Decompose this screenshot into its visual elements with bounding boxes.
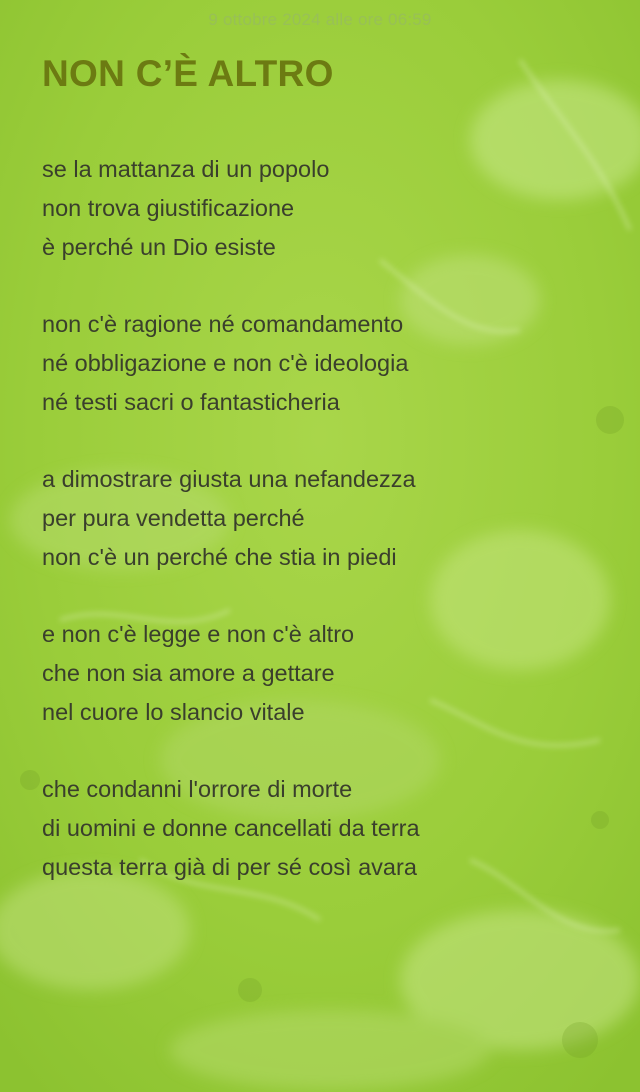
note-body[interactable]: [42, 150, 622, 925]
poem-line: è perché un Dio esiste: [42, 234, 276, 260]
poem-line: né testi sacri o fantasticheria: [42, 389, 340, 415]
note-title[interactable]: NON C’È ALTRO: [42, 53, 334, 94]
poem-line: non trova giustificazione: [42, 195, 295, 221]
poem-line: che condanni l'orrore di morte: [42, 776, 353, 802]
poem-line: per pura vendetta perché: [42, 505, 305, 531]
poem-line: non c'è ragione né comandamento: [42, 311, 404, 337]
poem-line: non c'è un perché che stia in piedi: [42, 544, 397, 570]
poem-line: se la mattanza di un popolo: [42, 156, 330, 182]
poem-line: che non sia amore a gettare: [42, 660, 335, 686]
poem-line: né obbligazione e non c'è ideologia: [42, 350, 409, 376]
stanza: [42, 615, 622, 732]
poem-line: questa terra già di per sé così avara: [42, 854, 417, 880]
stanza: [42, 150, 622, 267]
poem-line: di uomini e donne cancellati da terra: [42, 815, 420, 841]
poem-line: a dimostrare giusta una nefandezza: [42, 466, 416, 492]
note-timestamp: 9 ottobre 2024 alle ore 06:59: [208, 10, 432, 29]
stanza: [42, 305, 622, 422]
poem-line: e non c'è legge e non c'è altro: [42, 621, 355, 647]
poem-line: nel cuore lo slancio vitale: [42, 699, 305, 725]
stanza: [42, 460, 622, 577]
stanza: [42, 770, 622, 887]
